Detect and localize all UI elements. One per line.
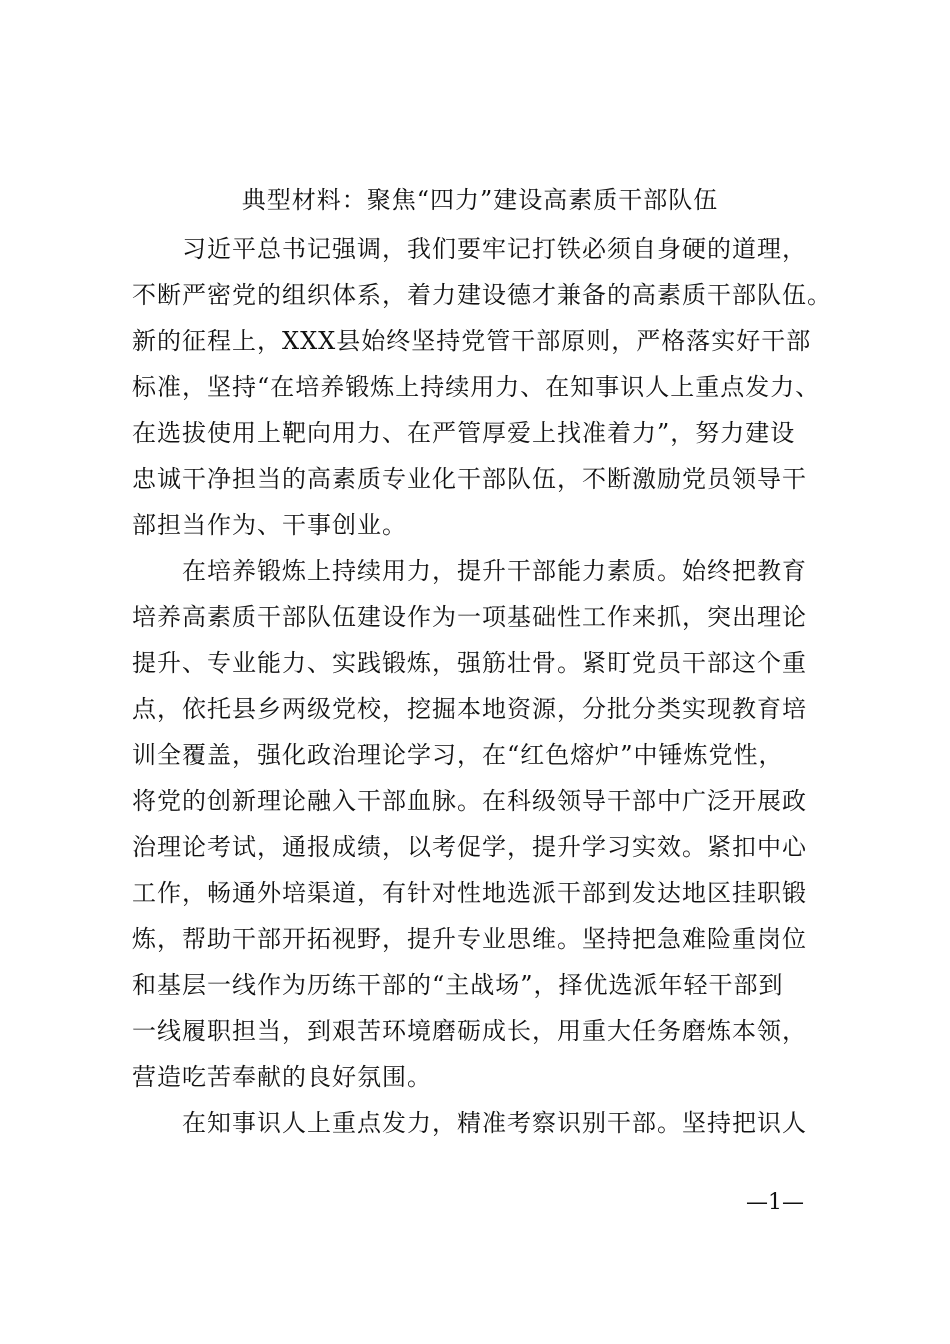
paragraph-line: 一线履职担当，到艰苦环境磨砺成长，用重大任务磨炼本领， — [132, 1017, 807, 1045]
paragraph-line: 营造吃苦奉献的良好氛围。 — [132, 1063, 432, 1091]
paragraph-intro — [132, 226, 832, 548]
page-number: —1— — [746, 1190, 804, 1215]
document-title: 典型材料：聚焦“四力”建设高素质干部队伍 — [241, 186, 719, 214]
paragraph-line: 和基层一线作为历练干部的“主战场”，择优选派年轻干部到 — [132, 971, 784, 999]
paragraph-line: 提升、专业能力、实践锻炼，强筋壮骨。紧盯党员干部这个重 — [132, 649, 807, 677]
paragraph-line: 习近平总书记强调，我们要牢记打铁必须自身硬的道理， — [182, 235, 807, 263]
paragraph-training — [132, 548, 832, 1100]
paragraph-line: 部担当作为、干事创业。 — [132, 511, 407, 539]
paragraph-line: 炼，帮助干部开拓视野，提升专业思维。坚持把急难险重岗位 — [132, 925, 807, 953]
document-body — [132, 226, 832, 1146]
paragraph-line: 培养高素质干部队伍建设作为一项基础性工作来抓，突出理论 — [132, 603, 807, 631]
paragraph-line: 在培养锻炼上持续用力，提升干部能力素质。始终把教育 — [182, 557, 807, 585]
paragraph-line: 治理论考试，通报成绩，以考促学，提升学习实效。紧扣中心 — [132, 833, 807, 861]
paragraph-line: 训全覆盖，强化政治理论学习，在“红色熔炉”中锤炼党性， — [132, 741, 784, 769]
paragraph-line: 忠诚干净担当的高素质专业化干部队伍，不断激励党员领导干 — [132, 465, 807, 493]
paragraph-line: 点，依托县乡两级党校，挖掘本地资源，分批分类实现教育培 — [132, 695, 807, 723]
paragraph-line: 将党的创新理论融入干部血脉。在科级领导干部中广泛开展政 — [132, 787, 807, 815]
paragraph-line: 新的征程上，XXX县始终坚持党管干部原则，严格落实好干部 — [132, 327, 812, 355]
paragraph-line: 在选拔使用上靶向用力、在严管厚爱上找准着力”，努力建设 — [132, 419, 796, 447]
paragraph-assessment — [132, 1100, 832, 1146]
paragraph-line: 标准，坚持“在培养锻炼上持续用力、在知事识人上重点发力、 — [132, 373, 821, 401]
paragraph-line: 工作，畅通外培渠道，有针对性地选派干部到发达地区挂职锻 — [132, 879, 807, 907]
paragraph-line: 不断严密党的组织体系，着力建设德才兼备的高素质干部队伍。 — [132, 281, 832, 309]
paragraph-line: 在知事识人上重点发力，精准考察识别干部。坚持把识人 — [182, 1109, 807, 1137]
